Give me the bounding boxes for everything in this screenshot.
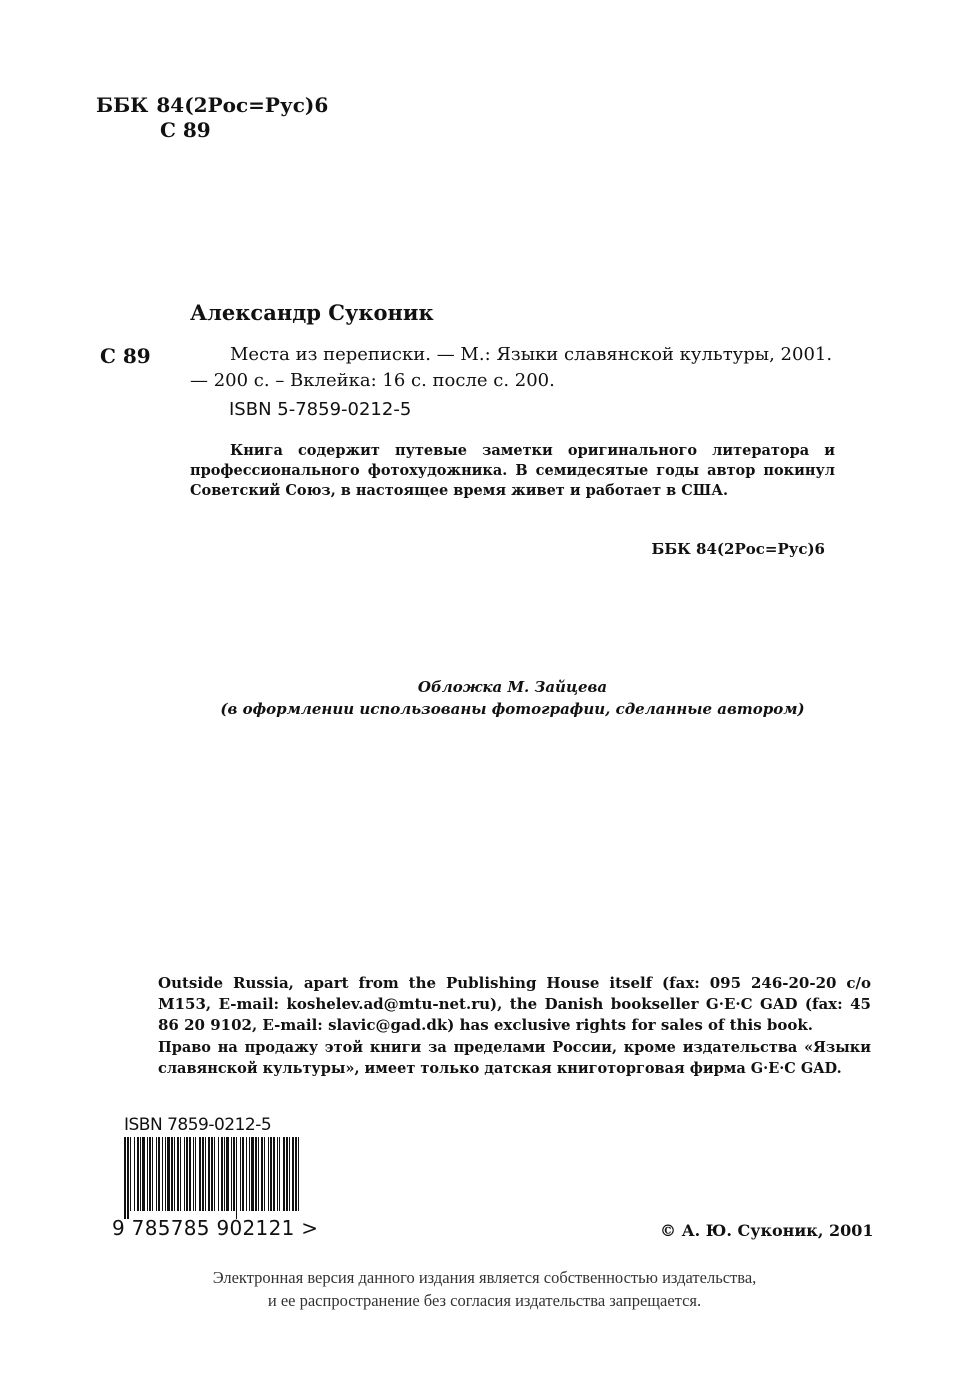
barcode-bar [258, 1137, 259, 1211]
barcode-bar [199, 1137, 201, 1211]
copyright: © А. Ю. Суконик, 2001 [660, 1221, 874, 1240]
rights-russian: Право на продажу этой книги за пределами России, кроме издательства «Языки славянской культуры», имеет только датская книготорговая фирма G·E·C GAD. [158, 1039, 871, 1077]
annotation: Книга содержит путевые заметки оригинального литератора и профессионального фотохудожника. В семидесятые годы автор покинул Советский Союз, в настоящее время живет и работает в США. [190, 442, 835, 499]
barcode-bar [236, 1137, 237, 1219]
barcode-bar [268, 1137, 269, 1211]
barcode-bar [149, 1137, 151, 1211]
barcode-bar [270, 1137, 272, 1211]
bbk-classification-right: ББК 84(2Рос=Рус)6 [651, 540, 825, 558]
notice-line1: Электронная версия данного издания является собственностью издательства, [212, 1268, 757, 1287]
bbk-label: ББК [96, 93, 149, 117]
barcode-bar [246, 1137, 247, 1211]
barcode-bar [251, 1137, 254, 1211]
barcode-block [112, 1115, 319, 1245]
barcode-bar [147, 1137, 148, 1211]
barcode-bar [134, 1137, 135, 1211]
barcode-bar [184, 1137, 185, 1211]
barcode-bar [137, 1137, 139, 1211]
rights-english: Outside Russia, apart from the Publishing House itself (fax: 095 246-20-20 c/o M153, E-mail: koshelev.ad@mtu-net.ru), the Danish bookseller G·E·C GAD (fax: 45 86 20 9102, E-mail: slavic@gad.dk) has exclusive rights for sales of this book. [158, 974, 871, 1034]
barcode-bar [279, 1137, 280, 1211]
cover-credit-line1: Обложка М. Зайцева [417, 678, 608, 696]
barcode-bar [298, 1137, 299, 1211]
electronic-version-notice [0, 1266, 969, 1312]
barcode-bar [156, 1137, 157, 1211]
barcode-bar [283, 1137, 285, 1211]
barcode-bar [295, 1137, 297, 1211]
barcode-bar [249, 1137, 250, 1211]
barcode-bar [240, 1137, 241, 1211]
barcode-bar [152, 1137, 153, 1211]
author-mark-top: С 89 [160, 118, 211, 142]
barcode-bar [286, 1137, 288, 1211]
barcode-bar [264, 1137, 265, 1211]
barcode-number: 9 785785 902121 > [112, 1216, 319, 1240]
barcode-bar [127, 1137, 129, 1219]
bibliographic-entry: Места из переписки. — М.: Языки славянской культуры, 2001. — 200 с. – Вклейка: 16 с. после с. 200. [190, 344, 833, 391]
barcode-bar [231, 1137, 232, 1211]
barcode-bar [208, 1137, 210, 1211]
bbk-classification-top [96, 92, 328, 118]
barcode-bar [171, 1137, 173, 1211]
isbn-line: ISBN 5-7859-0212-5 [229, 399, 412, 420]
barcode-bar [124, 1137, 126, 1219]
cover-credit [190, 676, 835, 720]
barcode-bar [158, 1137, 160, 1211]
barcode-isbn: ISBN 7859-0212-5 [124, 1115, 272, 1135]
barcode-bar [273, 1137, 275, 1211]
barcode-bar [226, 1137, 229, 1211]
author-mark-left: С 89 [100, 344, 151, 368]
author-name: Александр Суконик [190, 300, 434, 325]
barcode-bar [211, 1137, 213, 1211]
barcode-bar [140, 1137, 141, 1211]
barcode-bar [205, 1137, 206, 1211]
barcode-bar [233, 1137, 235, 1211]
barcode-bar [292, 1137, 294, 1211]
cover-credit-line2: (в оформлении использованы фотографии, сделанные автором) [220, 700, 805, 718]
barcode-bar [167, 1137, 170, 1211]
barcode-bar [142, 1137, 145, 1211]
barcode-bar [130, 1137, 131, 1211]
barcode-bar [193, 1137, 194, 1211]
barcode-bar [162, 1137, 163, 1211]
barcode-bar [261, 1137, 263, 1211]
barcode-bar [224, 1137, 225, 1211]
barcode-bar [202, 1137, 204, 1211]
barcode-bar [165, 1137, 166, 1211]
barcode-bar [189, 1137, 191, 1211]
barcode-bar [289, 1137, 290, 1211]
barcode-image [124, 1137, 304, 1219]
barcode-bar [180, 1137, 181, 1211]
bbk-code: 84(2Рос=Рус)6 [156, 93, 329, 117]
barcode-bar [174, 1137, 175, 1211]
barcode-bar [242, 1137, 244, 1211]
barcode-bar [186, 1137, 188, 1211]
barcode-bar [177, 1137, 179, 1211]
barcode-bar [277, 1137, 278, 1211]
barcode-bar [195, 1137, 196, 1211]
barcode-bar [218, 1137, 219, 1211]
barcode-bar [255, 1137, 257, 1211]
notice-line2: и ее распространение без согласия издательства запрещается. [267, 1291, 702, 1310]
barcode-bar [221, 1137, 223, 1211]
barcode-bar [214, 1137, 215, 1211]
